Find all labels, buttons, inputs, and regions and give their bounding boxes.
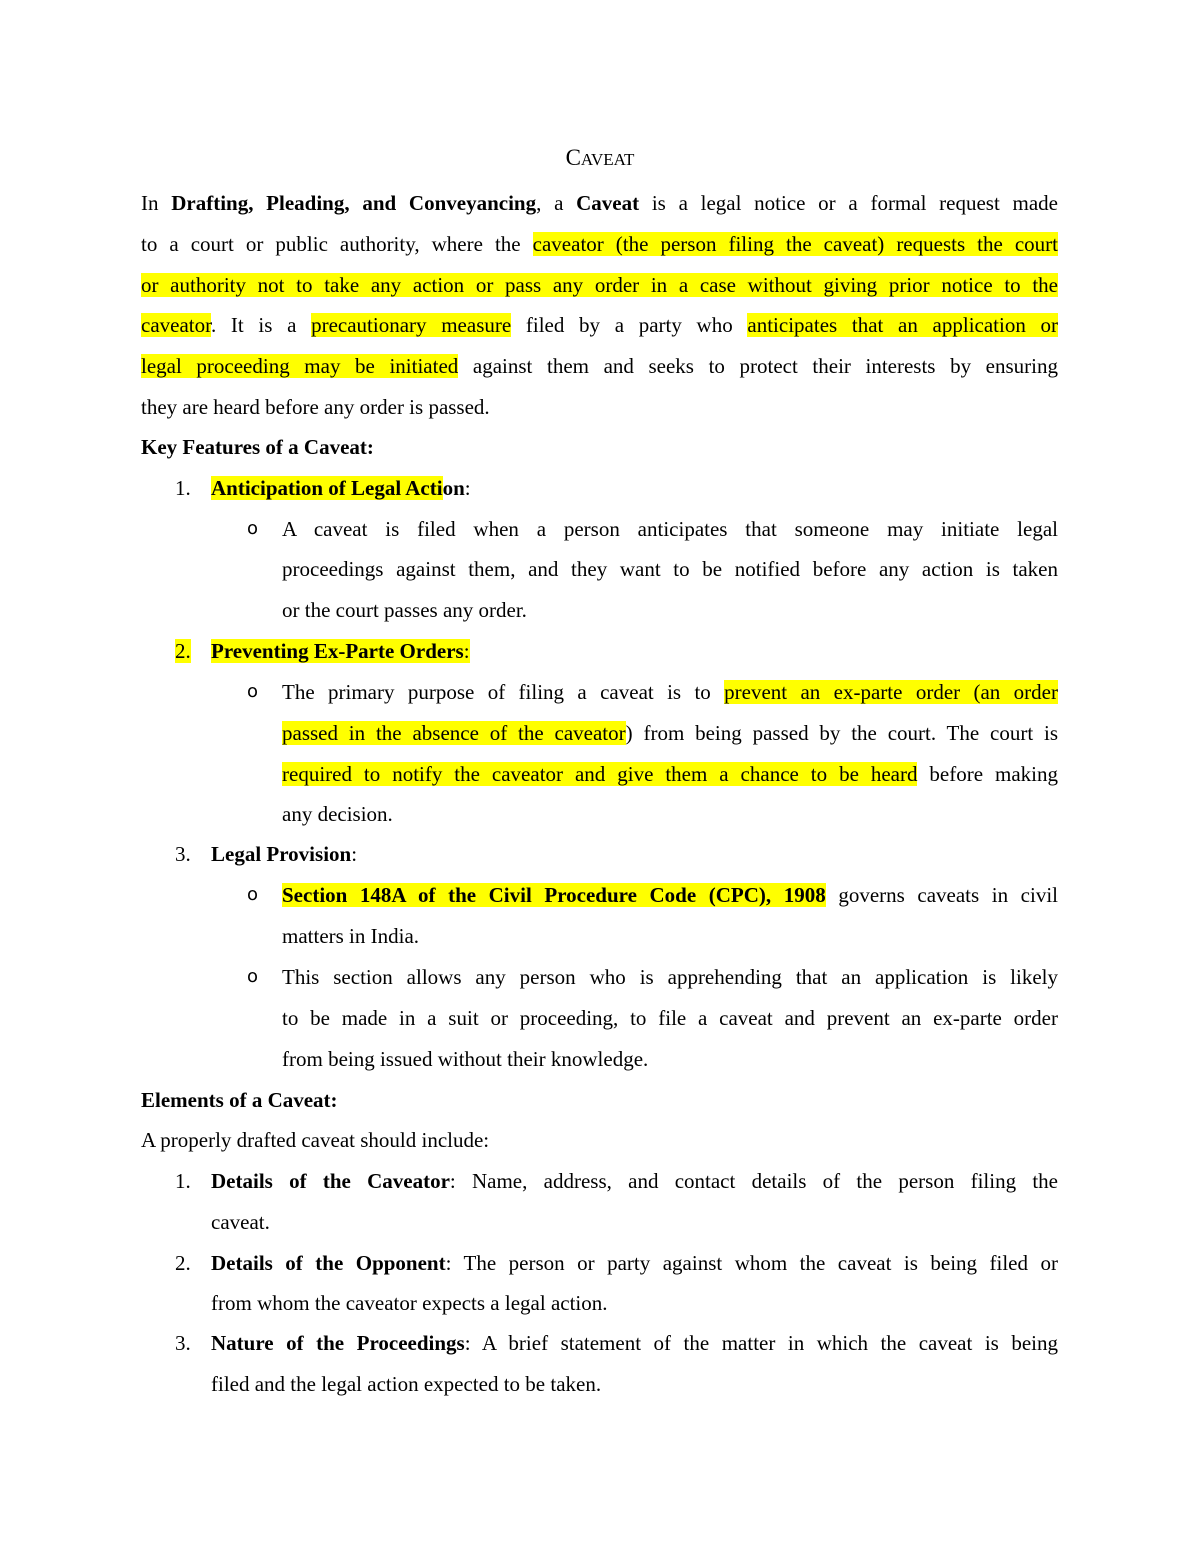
text: , a	[536, 191, 577, 215]
intro-line-3	[141, 271, 1058, 299]
list-item-line: from whom the caveator expects a legal action.	[211, 1291, 608, 1315]
section-intro: A properly drafted caveat should include:	[141, 1128, 490, 1152]
list-subitem-line: to be made in a suit or proceeding, to file a caveat and prevent an ex-parte order	[282, 1006, 1058, 1030]
section-heading	[141, 1086, 1058, 1114]
text: to a court or public authority, where the	[141, 232, 533, 256]
text: governs caveats in civil	[825, 883, 1058, 907]
text: . It is a	[210, 313, 312, 337]
text: The primary purpose of filing a caveat is to	[282, 680, 725, 704]
title-initial: C	[565, 145, 581, 170]
highlighted-text: required to notify the caveator and give them a chance to be heard	[282, 762, 918, 786]
list-number: 3.	[175, 842, 191, 866]
highlighted-title: Preventing Ex-Parte Orders	[211, 639, 464, 663]
list-number: 1.	[175, 476, 191, 500]
list-number: 3.	[175, 1331, 191, 1355]
list-item-title	[211, 840, 1058, 868]
bold-term: Caveat	[576, 191, 640, 215]
list-number	[175, 637, 203, 665]
text: ) from being passed by the court. The court is	[625, 721, 1058, 745]
colon: :	[463, 639, 470, 663]
list-item-title	[211, 637, 1058, 665]
text: is a legal notice or a formal request made	[639, 191, 1058, 215]
list-subitem-line	[282, 760, 1058, 788]
page-title	[0, 144, 1200, 174]
bullet-icon: o	[247, 884, 259, 905]
text: before making	[917, 762, 1058, 786]
highlighted-number: 2.	[175, 639, 191, 663]
list-subitem-line	[282, 719, 1058, 747]
list-number: 2.	[175, 1251, 191, 1275]
highlighted-title: Section 148A of the Civil Procedure Code (CPC), 1908	[282, 883, 826, 907]
list-subitem-line: matters in India.	[282, 924, 420, 948]
bold-title: Details of the Caveator	[211, 1169, 450, 1193]
text: filed by a party who	[511, 313, 748, 337]
list-subitem-line: This section allows any person who is apprehending that an application is likely	[282, 965, 1058, 989]
title-rest: AVEAT	[580, 150, 635, 169]
list-item-line	[211, 1249, 1058, 1277]
title-rest: on	[442, 476, 465, 500]
bullet-icon: o	[247, 966, 259, 987]
highlighted-text: passed in the absence of the caveator	[282, 721, 626, 745]
bullet-icon: o	[247, 681, 259, 702]
list-subitem-line: from being issued without their knowledge.	[282, 1047, 649, 1071]
intro-line-2	[141, 230, 1058, 258]
list-subitem-line	[282, 881, 1058, 909]
highlighted-text: legal proceeding may be initiated	[141, 354, 459, 378]
bullet-icon: o	[247, 518, 259, 539]
list-item-line: caveat.	[211, 1210, 270, 1234]
list-item-line	[211, 1167, 1058, 1195]
colon: :	[351, 842, 358, 866]
text: In	[141, 191, 172, 215]
bold-title: Details of the Opponent	[211, 1251, 446, 1275]
highlighted-text: or authority not to take any action or pass any order in a case without giving prior notice to the	[141, 273, 1058, 297]
intro-line-5	[141, 352, 1058, 380]
text: : The person or party against whom the caveat is being filed or	[445, 1251, 1058, 1275]
text: against them and seeks to protect their interests by ensuring	[458, 354, 1058, 378]
section-heading-text: Key Features of a Caveat:	[141, 435, 374, 459]
text: : Name, address, and contact details of the person filing the	[449, 1169, 1058, 1193]
list-item-line: filed and the legal action expected to be taken.	[211, 1372, 602, 1396]
list-subitem-line	[282, 678, 1058, 706]
bold-title: Nature of the Proceedings	[211, 1331, 465, 1355]
intro-line-1	[141, 189, 1058, 217]
intro-line-4	[141, 311, 1058, 339]
list-item-line	[211, 1329, 1058, 1357]
highlighted-text: anticipates that an application or	[747, 313, 1059, 337]
text: : A brief statement of the matter in which the caveat is being	[464, 1331, 1058, 1355]
list-item-title	[211, 474, 1058, 502]
list-number: 1.	[175, 1169, 191, 1193]
list-subitem-line: proceedings against them, and they want to be notified before any action is taken	[282, 557, 1058, 581]
intro-line-6: they are heard before any order is passed.	[141, 395, 490, 419]
list-subitem-line: or the court passes any order.	[282, 598, 527, 622]
colon: :	[464, 476, 471, 500]
highlighted-title: Anticipation of Legal Acti	[211, 476, 443, 500]
list-subitem-line: A caveat is filed when a person anticipates that someone may initiate legal	[282, 517, 1058, 541]
highlighted-text: caveator (the person filing the caveat) requests the court	[532, 232, 1058, 256]
list-subitem-line: any decision.	[282, 802, 393, 826]
bold-title: Legal Provision	[211, 842, 352, 866]
bold-term: Drafting, Pleading, and Conveyancing	[171, 191, 537, 215]
highlighted-text: precautionary measure	[311, 313, 512, 337]
highlighted-text: caveator	[141, 313, 211, 337]
section-heading-text: Elements of a Caveat:	[141, 1088, 338, 1112]
section-heading	[141, 433, 1058, 461]
highlighted-text: prevent an ex-parte order (an order	[724, 680, 1058, 704]
